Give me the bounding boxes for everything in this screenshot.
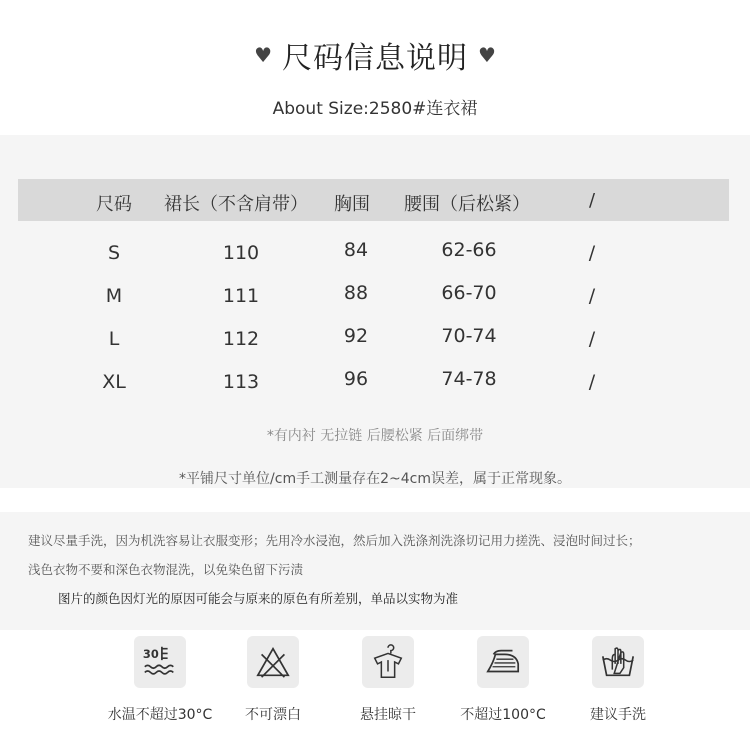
cell-waist: 62-66 [441, 239, 497, 261]
cell-extra: / [588, 371, 596, 393]
column-header-waist: 腰围（后松紧） [404, 194, 530, 215]
care-label: 水温不超过30°C [107, 707, 213, 723]
hang-dry-icon [362, 636, 414, 688]
table-header [18, 179, 729, 221]
cell-waist: 66-70 [441, 282, 497, 304]
care-item [213, 636, 333, 724]
cell-size: XL [102, 371, 126, 393]
svg-text:30: 30 [142, 647, 159, 662]
column-header-bust: 胸围 [334, 194, 370, 215]
divider-gap [0, 488, 750, 512]
table-row [18, 239, 729, 272]
column-header-skirt-length: 裙长（不含肩带） [164, 194, 308, 215]
care-item [100, 636, 220, 724]
table-row [18, 368, 729, 401]
no-bleach-icon [247, 636, 299, 688]
measurement-note: *平铺尺寸单位/cm手工测量存在2~4cm误差，属于正常现象。 [179, 471, 571, 487]
cell-size: S [107, 242, 121, 264]
page-title: 尺码信息说明 [282, 41, 468, 76]
cell-size: M [105, 285, 123, 307]
table-row [18, 282, 729, 315]
iron-icon [477, 636, 529, 688]
care-text-line: 浅色衣物不要和深色衣物混洗，以免染色留下污渍 [28, 562, 304, 577]
cell-bust: 88 [343, 282, 369, 304]
care-label: 悬挂晾干 [360, 707, 416, 723]
title-row [0, 30, 750, 80]
care-label: 不可漂白 [245, 707, 301, 723]
color-disclaimer: 图片的颜色因灯光的原因可能会与原来的原色有所差别，单品以实物为准 [58, 591, 459, 606]
cell-extra: / [588, 242, 596, 264]
cell-extra: / [588, 285, 596, 307]
care-label: 不超过100°C [460, 707, 546, 723]
cell-bust: 96 [343, 368, 369, 390]
care-item [328, 636, 448, 724]
cell-waist: 74-78 [441, 368, 497, 390]
cell-skirt-length: 113 [222, 371, 260, 393]
cell-skirt-length: 112 [222, 328, 260, 350]
cell-skirt-length: 110 [222, 242, 260, 264]
table-row [18, 325, 729, 358]
cell-bust: 84 [343, 239, 369, 261]
care-label: 建议手洗 [590, 707, 646, 723]
water-temperature-30-icon [134, 636, 186, 688]
cell-waist: 70-74 [441, 325, 497, 347]
cell-skirt-length: 111 [222, 285, 260, 307]
heart-icon: ♥ [254, 43, 272, 67]
column-header-extra: / [588, 190, 596, 211]
hand-wash-icon [592, 636, 644, 688]
header [0, 0, 750, 135]
cell-extra: / [588, 328, 596, 350]
cell-size: L [108, 328, 120, 350]
care-text-line: 建议尽量手洗，因为机洗容易让衣服变形；先用冷水浸泡，然后加入洗涤剂洗涤切记用力搓洗、浸泡时间过长； [28, 533, 641, 548]
cell-bust: 92 [343, 325, 369, 347]
care-item [443, 636, 563, 724]
page-subtitle: About Size:2580#连衣裙 [272, 99, 478, 119]
care-icons-row [0, 630, 750, 754]
size-table-panel [0, 135, 750, 488]
care-instructions [0, 512, 750, 630]
column-header-size: 尺码 [96, 194, 132, 215]
heart-icon: ♥ [478, 43, 496, 67]
features-note: *有内衬 无拉链 后腰松紧 后面绑带 [266, 428, 484, 444]
care-item [558, 636, 678, 724]
